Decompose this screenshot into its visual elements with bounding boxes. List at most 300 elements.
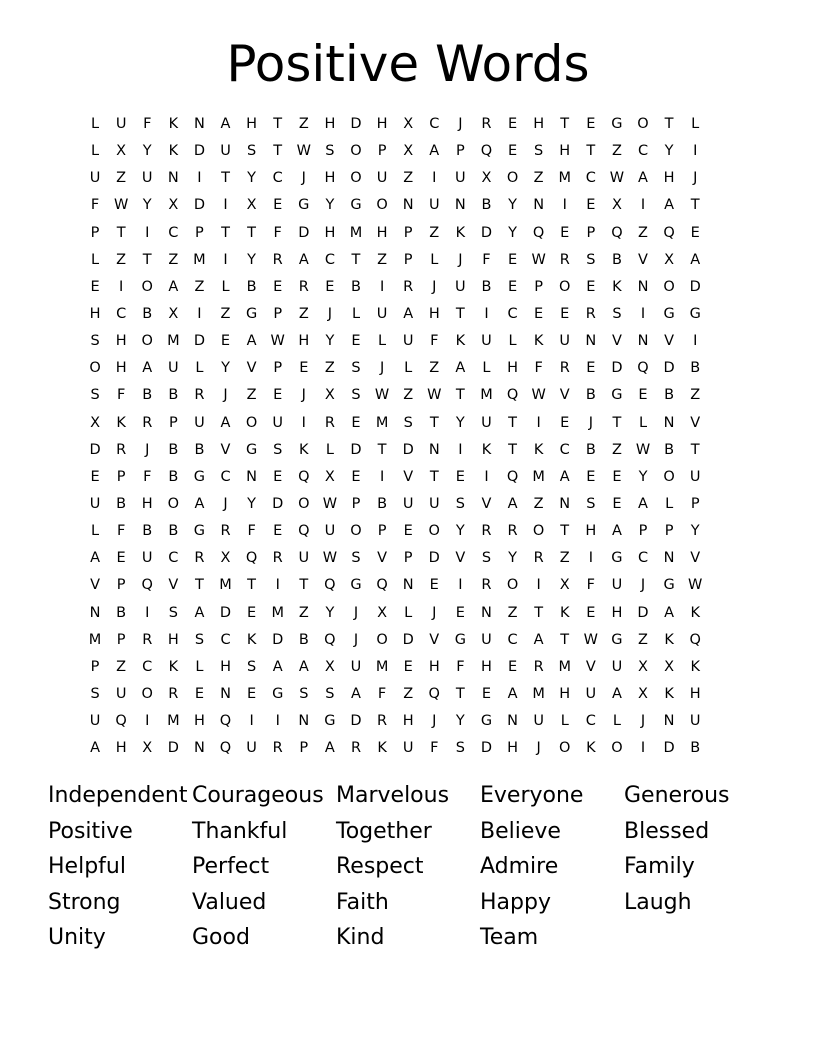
grid-letter[interactable]: L — [195, 658, 204, 675]
grid-letter[interactable]: O — [532, 523, 545, 540]
grid-letter[interactable]: L — [691, 116, 700, 132]
grid-letter[interactable]: U — [246, 740, 257, 757]
grid-letter[interactable]: D — [193, 143, 205, 160]
grid-letter[interactable]: S — [351, 387, 361, 404]
grid-letter[interactable]: U — [115, 685, 127, 702]
grid-letter[interactable]: H — [298, 333, 310, 350]
grid-letter[interactable]: A — [351, 685, 361, 702]
grid-letter[interactable]: A — [507, 495, 518, 512]
grid-letter[interactable]: V — [664, 333, 675, 350]
grid-letter[interactable]: A — [324, 740, 335, 757]
grid-letter[interactable]: L — [325, 441, 334, 458]
grid-letter[interactable]: Y — [455, 713, 465, 730]
grid-letter[interactable]: K — [455, 333, 466, 350]
grid-letter[interactable]: F — [116, 387, 126, 404]
grid-letter[interactable]: S — [351, 360, 361, 377]
grid-letter[interactable]: N — [663, 414, 675, 431]
grid-letter[interactable]: H — [324, 224, 336, 241]
grid-letter[interactable]: T — [508, 414, 517, 431]
grid-letter[interactable]: U — [376, 170, 388, 187]
grid-letter[interactable]: C — [324, 251, 335, 268]
grid-letter[interactable]: C — [168, 224, 179, 241]
grid-letter[interactable]: I — [145, 604, 150, 621]
grid-letter[interactable]: I — [197, 170, 202, 187]
grid-letter[interactable]: Z — [559, 550, 570, 567]
grid-letter[interactable]: I — [223, 251, 228, 268]
grid-letter[interactable]: T — [455, 387, 465, 404]
grid-letter[interactable]: F — [377, 685, 387, 702]
grid-letter[interactable]: K — [664, 631, 674, 648]
grid-letter[interactable]: K — [612, 278, 622, 295]
grid-letter[interactable]: D — [689, 278, 701, 295]
grid-letter[interactable]: R — [533, 658, 544, 675]
grid-letter[interactable]: M — [532, 468, 545, 485]
grid-letter[interactable]: R — [403, 278, 414, 295]
grid-letter[interactable]: A — [559, 468, 570, 485]
grid-letter[interactable]: H — [193, 713, 205, 730]
grid-letter[interactable]: N — [454, 197, 466, 214]
grid-letter[interactable]: W — [531, 387, 546, 404]
grid-letter[interactable]: Q — [689, 631, 701, 648]
grid-letter[interactable]: U — [272, 414, 284, 431]
grid-letter[interactable]: P — [638, 523, 648, 540]
grid-letter[interactable]: U — [89, 495, 101, 512]
grid-letter[interactable]: F — [456, 658, 465, 675]
grid-letter[interactable]: A — [403, 305, 414, 322]
grid-letter[interactable]: A — [142, 360, 153, 377]
grid-letter[interactable]: Y — [664, 143, 674, 160]
grid-letter[interactable]: G — [350, 577, 362, 594]
grid-letter[interactable]: X — [168, 197, 179, 214]
grid-letter[interactable]: C — [220, 631, 231, 648]
grid-letter[interactable]: P — [116, 468, 126, 485]
grid-letter[interactable]: E — [560, 305, 570, 322]
grid-letter[interactable]: J — [693, 170, 698, 187]
grid-letter[interactable]: E — [612, 468, 622, 485]
grid-letter[interactable]: Y — [247, 170, 257, 187]
grid-letter[interactable]: V — [690, 550, 701, 567]
grid-letter[interactable]: F — [586, 577, 595, 594]
grid-letter[interactable]: I — [693, 333, 698, 350]
grid-letter[interactable]: X — [90, 414, 101, 431]
grid-letter[interactable]: E — [273, 523, 283, 540]
grid-letter[interactable]: B — [377, 495, 388, 512]
grid-letter[interactable]: B — [116, 495, 127, 512]
grid-letter[interactable]: E — [507, 251, 518, 268]
grid-letter[interactable]: J — [640, 713, 646, 730]
grid-letter[interactable]: L — [91, 523, 100, 540]
grid-letter[interactable]: A — [194, 495, 205, 512]
grid-letter[interactable]: T — [455, 305, 465, 322]
grid-letter[interactable]: E — [247, 685, 257, 702]
grid-letter[interactable]: L — [91, 116, 100, 132]
grid-letter[interactable]: U — [89, 713, 101, 730]
grid-letter[interactable]: R — [142, 631, 153, 648]
grid-letter[interactable]: Z — [377, 251, 388, 268]
grid-letter[interactable]: P — [273, 305, 283, 322]
grid-letter[interactable]: F — [273, 224, 282, 241]
grid-letter[interactable]: I — [223, 197, 228, 214]
grid-letter[interactable]: I — [484, 468, 489, 485]
grid-letter[interactable]: H — [167, 631, 179, 648]
grid-letter[interactable]: P — [377, 523, 387, 540]
grid-letter[interactable]: C — [559, 441, 570, 458]
grid-letter[interactable]: W — [322, 495, 338, 512]
grid-letter[interactable]: E — [586, 278, 596, 295]
grid-letter[interactable]: O — [141, 278, 153, 295]
grid-letter[interactable]: U — [689, 713, 701, 730]
grid-letter[interactable]: W — [635, 441, 651, 458]
grid-letter[interactable]: M — [349, 224, 363, 241]
grid-letter[interactable]: A — [194, 604, 205, 621]
grid-letter[interactable]: E — [247, 604, 257, 621]
grid-letter[interactable]: E — [560, 224, 570, 241]
grid-letter[interactable]: H — [376, 224, 388, 241]
grid-letter[interactable]: Y — [325, 333, 335, 350]
grid-letter[interactable]: M — [193, 251, 206, 268]
grid-letter[interactable]: F — [116, 523, 126, 540]
grid-letter[interactable]: E — [325, 278, 335, 295]
grid-letter[interactable]: M — [375, 658, 389, 675]
grid-letter[interactable]: P — [534, 278, 544, 295]
grid-letter[interactable]: H — [428, 658, 440, 675]
grid-letter[interactable]: U — [402, 740, 414, 757]
grid-letter[interactable]: C — [142, 658, 153, 675]
grid-letter[interactable]: E — [507, 143, 518, 160]
grid-letter[interactable]: D — [167, 740, 179, 757]
grid-letter[interactable]: Q — [428, 685, 440, 702]
grid-letter[interactable]: G — [454, 631, 466, 648]
grid-letter[interactable]: H — [611, 604, 623, 621]
grid-letter[interactable]: J — [432, 278, 437, 295]
grid-letter[interactable]: I — [693, 143, 698, 160]
grid-letter[interactable]: J — [458, 116, 463, 132]
grid-letter[interactable]: O — [428, 523, 440, 540]
grid-letter[interactable]: V — [611, 333, 622, 350]
grid-letter[interactable]: Q — [219, 713, 232, 730]
grid-letter[interactable]: Q — [141, 577, 153, 594]
grid-letter[interactable]: Y — [508, 550, 517, 567]
grid-letter[interactable]: B — [481, 197, 492, 214]
grid-letter[interactable]: G — [689, 305, 701, 322]
grid-letter[interactable]: I — [458, 441, 463, 458]
grid-letter[interactable]: D — [89, 441, 101, 458]
grid-letter[interactable]: D — [350, 713, 362, 730]
grid-letter[interactable]: G — [611, 631, 623, 648]
grid-letter[interactable]: H — [559, 143, 571, 160]
grid-letter[interactable]: K — [168, 658, 179, 675]
grid-letter[interactable]: J — [432, 713, 437, 730]
grid-letter[interactable]: H — [428, 305, 440, 322]
grid-letter[interactable]: G — [611, 116, 623, 132]
grid-letter[interactable]: O — [559, 278, 571, 295]
grid-letter[interactable]: Z — [298, 116, 309, 132]
grid-letter[interactable]: E — [586, 116, 596, 132]
grid-letter[interactable]: B — [664, 387, 675, 404]
grid-letter[interactable]: Z — [533, 495, 544, 512]
grid-letter[interactable]: S — [194, 631, 205, 648]
grid-letter[interactable]: R — [116, 441, 127, 458]
grid-letter[interactable]: H — [246, 116, 258, 132]
grid-letter[interactable]: E — [586, 197, 596, 214]
grid-letter[interactable]: I — [145, 713, 150, 730]
grid-letter[interactable]: O — [89, 360, 101, 377]
grid-letter[interactable]: T — [586, 143, 596, 160]
grid-letter[interactable]: S — [612, 305, 622, 322]
grid-letter[interactable]: J — [327, 305, 333, 322]
grid-letter[interactable]: R — [559, 360, 570, 377]
grid-letter[interactable]: J — [301, 387, 306, 404]
grid-letter[interactable]: S — [586, 251, 596, 268]
grid-letter[interactable]: G — [245, 305, 258, 322]
grid-letter[interactable]: T — [612, 414, 622, 431]
grid-letter[interactable]: E — [586, 604, 596, 621]
grid-letter[interactable]: H — [585, 523, 597, 540]
grid-letter[interactable]: R — [298, 278, 309, 295]
grid-letter[interactable]: N — [220, 685, 231, 702]
grid-letter[interactable]: D — [219, 604, 232, 621]
grid-letter[interactable]: P — [90, 658, 100, 675]
grid-letter[interactable]: D — [428, 550, 440, 567]
grid-letter[interactable]: E — [455, 604, 465, 621]
grid-letter[interactable]: X — [142, 740, 153, 757]
grid-letter[interactable]: A — [638, 170, 648, 187]
grid-letter[interactable]: A — [298, 658, 309, 675]
grid-letter[interactable]: W — [270, 333, 285, 350]
grid-letter[interactable]: T — [508, 441, 517, 458]
grid-letter[interactable]: E — [507, 278, 518, 295]
grid-letter[interactable]: N — [559, 495, 571, 512]
grid-letter[interactable]: Z — [533, 170, 544, 187]
grid-letter[interactable]: T — [273, 116, 283, 132]
grid-letter[interactable]: V — [638, 251, 648, 268]
grid-letter[interactable]: H — [689, 685, 701, 702]
grid-letter[interactable]: Q — [115, 713, 127, 730]
grid-letter[interactable]: I — [588, 550, 593, 567]
grid-letter[interactable]: N — [637, 333, 649, 350]
grid-letter[interactable]: Q — [532, 224, 545, 241]
grid-letter[interactable]: O — [506, 170, 519, 187]
grid-letter[interactable]: N — [402, 577, 414, 594]
grid-letter[interactable]: Y — [325, 604, 335, 621]
grid-letter[interactable]: K — [377, 740, 387, 757]
grid-letter[interactable]: Q — [298, 468, 310, 485]
grid-letter[interactable]: U — [298, 550, 310, 567]
grid-letter[interactable]: S — [325, 143, 335, 160]
grid-letter[interactable]: T — [690, 441, 700, 458]
grid-letter[interactable]: Z — [429, 224, 440, 241]
grid-letter[interactable]: T — [429, 414, 439, 431]
grid-letter[interactable]: T — [560, 116, 570, 132]
grid-letter[interactable]: A — [168, 278, 179, 295]
grid-letter[interactable]: J — [223, 387, 228, 404]
grid-letter[interactable]: R — [194, 387, 205, 404]
grid-letter[interactable]: O — [167, 495, 180, 512]
grid-letter[interactable]: V — [246, 360, 257, 377]
grid-letter[interactable]: P — [455, 143, 465, 160]
grid-letter[interactable]: X — [403, 143, 414, 160]
grid-letter[interactable]: S — [299, 685, 309, 702]
grid-letter[interactable]: Z — [611, 441, 622, 458]
grid-letter[interactable]: G — [298, 197, 310, 214]
grid-letter[interactable]: E — [351, 414, 361, 431]
grid-letter[interactable]: I — [536, 577, 541, 594]
grid-letter[interactable]: O — [141, 685, 153, 702]
grid-letter[interactable]: A — [246, 333, 257, 350]
grid-letter[interactable]: Z — [611, 143, 622, 160]
grid-letter[interactable]: J — [301, 170, 306, 187]
grid-letter[interactable]: B — [611, 251, 622, 268]
grid-letter[interactable]: D — [350, 116, 362, 132]
grid-letter[interactable]: L — [612, 713, 621, 730]
grid-letter[interactable]: Z — [403, 685, 414, 702]
grid-letter[interactable]: X — [377, 604, 388, 621]
grid-letter[interactable]: V — [559, 387, 570, 404]
grid-letter[interactable]: O — [376, 197, 388, 214]
grid-letter[interactable]: H — [559, 685, 571, 702]
grid-letter[interactable]: Y — [508, 197, 517, 214]
grid-letter[interactable]: T — [194, 577, 204, 594]
grid-letter[interactable]: N — [402, 197, 414, 214]
grid-letter[interactable]: U — [141, 170, 153, 187]
grid-letter[interactable]: G — [193, 468, 206, 485]
grid-letter[interactable]: K — [586, 740, 596, 757]
grid-letter[interactable]: X — [611, 197, 622, 214]
grid-letter[interactable]: I — [275, 577, 280, 594]
grid-letter[interactable]: B — [168, 441, 179, 458]
grid-letter[interactable]: X — [664, 251, 675, 268]
grid-letter[interactable]: L — [91, 251, 100, 268]
grid-letter[interactable]: Q — [324, 631, 336, 648]
grid-letter[interactable]: U — [559, 333, 571, 350]
grid-letter[interactable]: P — [403, 224, 413, 241]
grid-letter[interactable]: M — [558, 170, 571, 187]
grid-letter[interactable]: G — [245, 441, 258, 458]
grid-letter[interactable]: J — [223, 495, 228, 512]
grid-letter[interactable]: I — [640, 197, 646, 214]
grid-letter[interactable]: X — [324, 387, 335, 404]
grid-letter[interactable]: N — [89, 604, 101, 621]
grid-letter[interactable]: I — [536, 414, 541, 431]
grid-letter[interactable]: L — [638, 414, 648, 431]
grid-letter[interactable]: Q — [611, 224, 623, 241]
grid-letter[interactable]: C — [220, 468, 231, 485]
grid-letter[interactable]: Y — [455, 523, 465, 540]
grid-letter[interactable]: H — [220, 658, 231, 675]
grid-letter[interactable]: E — [220, 333, 231, 350]
grid-letter[interactable]: V — [168, 577, 179, 594]
grid-letter[interactable]: W — [374, 387, 390, 404]
grid-letter[interactable]: Q — [245, 550, 258, 567]
grid-letter[interactable]: N — [167, 170, 179, 187]
grid-letter[interactable]: H — [402, 713, 414, 730]
grid-letter[interactable]: Q — [637, 360, 649, 377]
grid-letter[interactable]: J — [588, 414, 593, 431]
grid-letter[interactable]: B — [194, 441, 205, 458]
grid-letter[interactable]: Z — [638, 631, 648, 648]
grid-letter[interactable]: Q — [298, 523, 310, 540]
grid-letter[interactable]: S — [455, 495, 465, 512]
grid-letter[interactable]: W — [427, 387, 442, 404]
grid-letter[interactable]: N — [428, 441, 440, 458]
grid-letter[interactable]: D — [350, 441, 362, 458]
grid-letter[interactable]: Z — [116, 658, 127, 675]
grid-letter[interactable]: T — [273, 143, 283, 160]
grid-letter[interactable]: T — [664, 116, 674, 132]
grid-letter[interactable]: E — [273, 197, 283, 214]
grid-letter[interactable]: C — [507, 631, 518, 648]
grid-letter[interactable]: D — [663, 360, 675, 377]
grid-letter[interactable]: K — [690, 658, 700, 675]
grid-letter[interactable]: B — [168, 523, 179, 540]
grid-letter[interactable]: B — [142, 523, 153, 540]
grid-letter[interactable]: K — [533, 441, 544, 458]
grid-letter[interactable]: E — [194, 685, 204, 702]
grid-letter[interactable]: K — [533, 333, 544, 350]
grid-letter[interactable]: H — [376, 116, 388, 132]
grid-letter[interactable]: R — [481, 116, 492, 132]
grid-letter[interactable]: V — [481, 495, 492, 512]
grid-letter[interactable]: Z — [194, 278, 205, 295]
grid-letter[interactable]: L — [665, 495, 674, 512]
grid-letter[interactable]: A — [272, 658, 283, 675]
grid-letter[interactable]: D — [193, 333, 205, 350]
grid-letter[interactable]: E — [429, 577, 439, 594]
grid-letter[interactable]: G — [480, 713, 493, 730]
grid-letter[interactable]: P — [351, 495, 361, 512]
grid-letter[interactable]: A — [90, 740, 100, 757]
grid-letter[interactable]: U — [611, 577, 623, 594]
grid-letter[interactable]: A — [429, 143, 440, 160]
grid-letter[interactable]: D — [298, 224, 310, 241]
grid-letter[interactable]: Q — [506, 468, 519, 485]
grid-letter[interactable]: N — [585, 333, 597, 350]
grid-letter[interactable]: A — [611, 685, 622, 702]
grid-letter[interactable]: B — [585, 387, 596, 404]
grid-letter[interactable]: B — [142, 305, 153, 322]
grid-letter[interactable]: I — [562, 197, 567, 214]
grid-letter[interactable]: R — [168, 685, 179, 702]
grid-letter[interactable]: L — [430, 251, 439, 268]
grid-letter[interactable]: U — [324, 523, 336, 540]
grid-letter[interactable]: T — [116, 224, 126, 241]
grid-letter[interactable]: W — [583, 631, 598, 648]
grid-letter[interactable]: E — [403, 523, 413, 540]
grid-letter[interactable]: G — [324, 713, 336, 730]
grid-letter[interactable]: H — [115, 333, 127, 350]
grid-letter[interactable]: E — [273, 468, 283, 485]
grid-letter[interactable]: G — [663, 305, 675, 322]
grid-letter[interactable]: Y — [247, 251, 257, 268]
grid-letter[interactable]: Q — [324, 577, 336, 594]
grid-letter[interactable]: K — [481, 441, 492, 458]
grid-letter[interactable]: I — [145, 224, 150, 241]
grid-letter[interactable]: P — [168, 414, 178, 431]
grid-letter[interactable]: A — [533, 631, 544, 648]
grid-letter[interactable]: O — [350, 170, 362, 187]
grid-letter[interactable]: U — [689, 468, 701, 485]
grid-letter[interactable]: J — [353, 631, 359, 648]
grid-letter[interactable]: V — [455, 550, 466, 567]
grid-letter[interactable]: K — [664, 685, 674, 702]
grid-letter[interactable]: L — [221, 278, 230, 295]
grid-letter[interactable]: S — [273, 441, 283, 458]
grid-letter[interactable]: X — [324, 658, 335, 675]
grid-letter[interactable]: C — [116, 305, 127, 322]
grid-letter[interactable]: D — [637, 604, 649, 621]
grid-letter[interactable]: Z — [403, 170, 414, 187]
grid-letter[interactable]: Q — [663, 224, 675, 241]
